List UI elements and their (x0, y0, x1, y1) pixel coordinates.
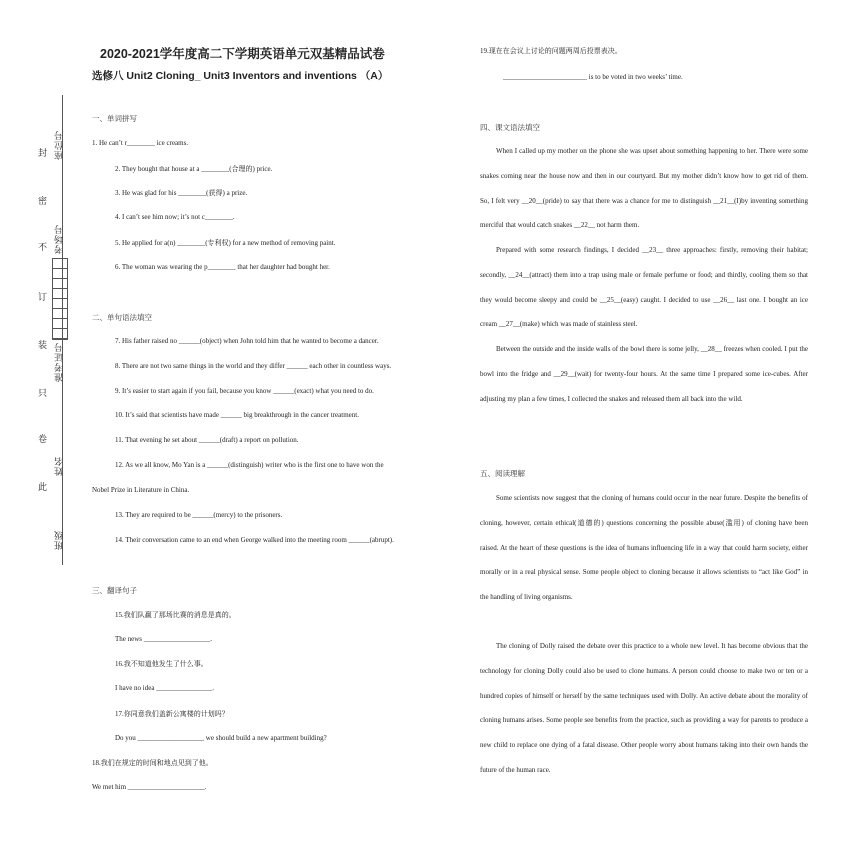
question-4: 4. I can’t see him now; it’s not c________. (115, 213, 235, 221)
question-16: 16.我不知道他发生了什么事。 (115, 660, 208, 668)
section3-heading: 三、翻译句子 (92, 586, 137, 595)
question-19-answer: ________________________ is to be voted in two weeks’ time. (503, 73, 683, 81)
section4-heading: 四、课文语法填空 (480, 123, 540, 132)
question-7: 7. His father raised no ______(object) when John told him that he wanted to become a dancer. (115, 337, 379, 345)
section4-paragraph-1: When I called up my mother on the phone she was upset about something happening to her. There were some snakes coming near the house now and then in our courtyard. But my mother didn’t know how to get rid of them. So, I felt very __20__(pride) to say that there was a chance for me to distinguish __21__(I)by inventing something merciful that would catch snakes __22__ not harm them. (480, 147, 808, 230)
question-16-answer: I have no idea ________________. (115, 684, 214, 692)
question-9: 9. It’s easier to start again if you fail, because you know ______(exact) what you need to do. (115, 387, 374, 395)
name-label: 姓名 (54, 456, 64, 476)
question-19: 19.现在在会议上讨论的问题两周后投票表决。 (480, 47, 622, 55)
section4-paragraph-2: Prepared with some research findings, I decided __23__ three approaches: firstly, removing their habitat; secondly, __24__(attract) them into a trap using male or female perfume or food; and thirdly, cooling them so that they would become sleepy and could be __25__(easy) caught. I decided to use __26__ last one. I bought an ice cream __27__(make) which was made of stainless steel. (480, 246, 808, 329)
question-13: 13. They are required to be ______(mercy) to the prisoners. (115, 511, 283, 519)
question-15-answer: The news ___________________. (115, 635, 213, 643)
seal-char: 密 (38, 196, 48, 206)
question-5: 5. He applied for a(n) ________(专利权) for a new method of removing paint. (115, 239, 336, 247)
question-6: 6. The woman was wearing the p________ that her daughter had bought her. (115, 263, 330, 271)
class-label: 班级 (54, 530, 64, 550)
question-17-answer: Do you ___________________ we should build a new apartment building? (115, 734, 327, 742)
section2-heading: 二、单句语法填空 (92, 313, 152, 322)
question-2: 2. They bought that house at a ________(合理的) price. (115, 165, 273, 173)
question-8: 8. There are not two same things in the world and they differ ______ each other in countless ways. (115, 362, 392, 370)
question-18-answer: We met him ______________________. (92, 783, 207, 791)
question-10: 10. It’s said that scientists have made ______ big breakthrough in the cancer treatment. (115, 411, 359, 419)
question-18: 18.我们在规定的时间和地点见到了他。 (92, 759, 213, 767)
section5-heading: 五、阅读理解 (480, 469, 525, 478)
seal-char: 不 (38, 242, 48, 252)
question-11: 11. That evening he set about ______(draft) a report on pollution. (115, 436, 299, 444)
question-14: 14. Their conversation came to an end when George walked into the meeting room ______(abrupt). (115, 536, 394, 544)
seal-char: 此 (38, 482, 48, 492)
seal-char: 只 (38, 388, 48, 398)
ticket-label: 准考证号 (54, 342, 64, 382)
section4-paragraph-3: Between the outside and the inside walls of the bowl there is some jelly, __28__ freezes when cooled. I put the bowl into the fridge and __29__(wait) for twenty-four hours. At the same time I prepared some ice-cubes. After adjusting my plan a few times, I collected the snakes and released them all back into the wild. (480, 345, 808, 403)
ticket-number-boxes (52, 258, 68, 340)
exam-room-label: 考场号 (54, 224, 64, 254)
seat-label: 座位号 (54, 130, 64, 160)
question-3: 3. He was glad for his ________(获得) a prize. (115, 189, 248, 197)
question-1: 1. He can’t r________ ice creams. (92, 139, 189, 147)
section1-heading: 一、单词拼写 (92, 114, 137, 123)
seal-char: 装 (38, 340, 48, 350)
section5-paragraph-1: Some scientists now suggest that the cloning of humans could occur in the near future. Despite the benefits of cloning, however, certain ethical(道德的) questions concerning the possible abuse(滥用) of cloning have been raised. At the heart of these questions is the idea of humans influencing life in a way that could harm society, either morally or in a real physical sense. Some people object to cloning because it allows scientists to “act like God” in the handling of living organisms. (480, 494, 808, 602)
seal-char: 封 (38, 148, 48, 158)
seal-char: 卷 (38, 434, 48, 444)
question-12-cont: Nobel Prize in Literature in China. (92, 486, 190, 494)
page-subtitle: 选修八 Unit2 Cloning_ Unit3 Inventors and inventions （A） (92, 70, 389, 82)
question-17: 17.你同意我们盖新公寓楼的计划吗？ (115, 710, 229, 718)
question-15: 15.我们队赢了那场比赛的消息是真的。 (115, 611, 236, 619)
question-12: 12. As we all know, Mo Yan is a ______(distinguish) writer who is the first one to have won the (115, 461, 384, 469)
section5-paragraph-2: The cloning of Dolly raised the debate over this practice to a whole new level. It has become obvious that the technology for cloning Dolly could also be used to clone humans. A person could choose to make two or ten or a hundred copies of himself or herself by the same techniques used with Dolly. An active debate about the morality of cloning humans arises. Some people see benefits from the practice, such as providing a way for parents to produce a new child to replace one dying of a fatal disease. Other people worry about humans taking into their own hands the future of the human race. (480, 642, 808, 774)
page-title: 2020-2021学年度高二下学期英语单元双基精品试卷 (100, 47, 385, 61)
seal-char: 订 (38, 292, 48, 302)
